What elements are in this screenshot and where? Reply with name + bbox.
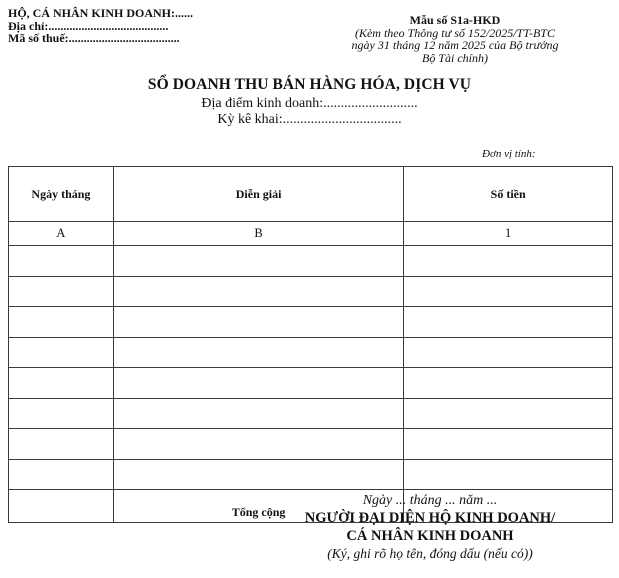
business-info-header (8, 7, 193, 45)
description-cell[interactable] (113, 307, 404, 338)
address-label: Địa chỉ:........................................ (8, 18, 169, 33)
amount-cell[interactable] (404, 459, 613, 490)
date-cell[interactable] (9, 246, 114, 277)
date-cell[interactable] (9, 368, 114, 399)
description-cell[interactable] (113, 337, 404, 368)
total-label: Tổng cộng (113, 490, 404, 523)
table-row (9, 307, 613, 338)
reference-line-3: Bộ Tài chính) (422, 50, 488, 65)
form-reference-header (320, 14, 590, 64)
amount-cell[interactable] (404, 307, 613, 338)
description-cell[interactable] (113, 276, 404, 307)
revenue-ledger-table (8, 166, 613, 523)
signature-date-line: Ngày ... tháng ... năm ... (362, 493, 498, 508)
table-row (9, 337, 613, 368)
date-cell[interactable] (9, 459, 114, 490)
amount-cell[interactable] (404, 398, 613, 429)
signature-note: (Ký, ghi rõ họ tên, đóng dấu (nếu có)) (327, 546, 533, 561)
signature-title-line-2: CÁ NHÂN KINH DOANH (346, 528, 514, 544)
tax-code-label: Mã số thuế:..................................... (8, 31, 180, 45)
unit-label: Đơn vị tính: (482, 148, 536, 160)
column-header-amount: Số tiền (404, 167, 613, 222)
form-number: Mẫu số S1a-HKD (409, 13, 501, 27)
description-cell[interactable] (113, 459, 404, 490)
table-header-row (9, 167, 613, 222)
column-header-date: Ngày tháng (9, 167, 114, 222)
amount-cell[interactable] (404, 337, 613, 368)
table-row (9, 429, 613, 460)
table-row (9, 398, 613, 429)
description-cell[interactable] (113, 368, 404, 399)
declaration-period-label: Kỳ kê khai:.................................. (217, 112, 402, 127)
table-row (9, 276, 613, 307)
amount-cell[interactable] (404, 368, 613, 399)
total-date-cell (9, 490, 114, 523)
table-row (9, 368, 613, 399)
column-header-description: Diễn giải (113, 167, 404, 222)
column-code-description: B (113, 222, 404, 246)
reference-line-1: (Kèm theo Thông tư số 152/2025/TT-BTC (354, 25, 555, 40)
table-row (9, 246, 613, 277)
date-cell[interactable] (9, 429, 114, 460)
amount-cell[interactable] (404, 276, 613, 307)
signature-title-line-1: NGƯỜI ĐẠI DIỆN HỘ KINH DOANH/ (304, 510, 556, 526)
date-cell[interactable] (9, 398, 114, 429)
date-cell[interactable] (9, 276, 114, 307)
document-title: SỔ DOANH THU BÁN HÀNG HÓA, DỊCH VỤ (147, 76, 472, 93)
reference-line-2: ngày 31 tháng 12 năm 2025 của Bộ trưởng (351, 38, 559, 52)
column-code-row (9, 222, 613, 246)
business-name-label: HỘ, CÁ NHÂN KINH DOANH:...... (8, 6, 193, 20)
date-cell[interactable] (9, 337, 114, 368)
description-cell[interactable] (113, 246, 404, 277)
column-code-amount: 1 (404, 222, 613, 246)
column-code-date: A (9, 222, 114, 246)
table-row (9, 459, 613, 490)
amount-cell[interactable] (404, 429, 613, 460)
description-cell[interactable] (113, 398, 404, 429)
business-location-label: Địa điểm kinh doanh:........................... (201, 96, 418, 111)
amount-cell[interactable] (404, 246, 613, 277)
description-cell[interactable] (113, 429, 404, 460)
date-cell[interactable] (9, 307, 114, 338)
